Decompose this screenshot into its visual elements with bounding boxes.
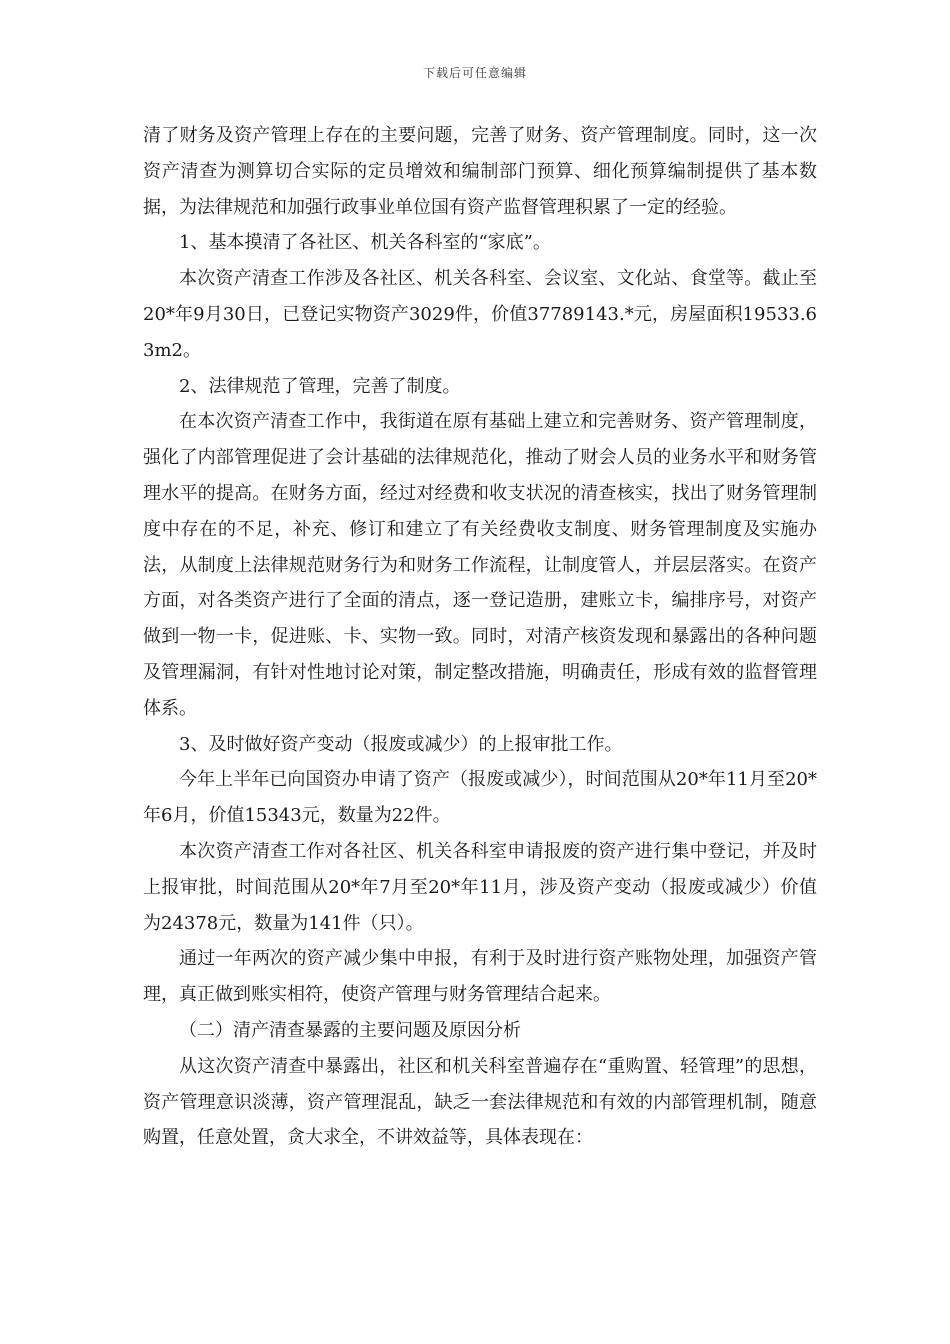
paragraph-item-3-summary: 通过一年两次的资产减少集中申报，有利于及时进行资产账物处理，加强资产管理，真正做到账实相符，使资产管理与财务管理结合起来。 <box>143 948 817 1006</box>
paragraph-item-1-body: 本次资产清查工作涉及各社区、机关各科室、会议室、文化站、食堂等。截止至20*年9月30日，已登记实物资产3029件，价值37789143.*元，房屋面积19533.63m2。 <box>143 268 817 361</box>
paragraph-item-2-body: 在本次资产清查工作中，我街道在原有基础上建立和完善财务、资产管理制度，强化了内部管理促进了会计基础的法律规范化，推动了财会人员的业务水平和财务管理水平的提高。在财务方面，经过对经费和收支状况的清查核实，找出了财务管理制度中存在的不足，补充、修订和建立了有关经费收支制度、财务管理制度及实施办法，从制度上法律规范财务行为和财务工作流程，让制度管人，并层层落实。在资产方面，对各类资产进行了全面的清点，逐一登记造册，建账立卡，编排序号，对资产做到一物一卡，促进账、卡、实物一致。同时，对清产核资发现和暴露出的各种问题及管理漏洞，有针对性地讨论对策，制定整改措施，明确责任，形成有效的监督管理体系。 <box>143 411 817 719</box>
section-heading-2: （二）清产清查暴露的主要问题及原因分析 <box>179 1019 521 1041</box>
document-body <box>143 118 817 1156</box>
paragraph-item-3-first-half: 今年上半年已向国资办申请了资产（报废或减少），时间范围从20*年11月至20*年6月，价值15343元，数量为22件。 <box>143 769 817 827</box>
heading-item-2: 2、法律规范了管理，完善了制度。 <box>179 375 461 397</box>
paragraph-item-3-current: 本次资产清查工作对各社区、机关各科室申请报废的资产进行集中登记，并及时上报审批，时间范围从20*年7月至20*年11月，涉及资产变动（报废或减少）价值为24378元，数量为141件（只）。 <box>143 840 817 934</box>
paragraph-intro: 清了财务及资产管理上存在的主要问题，完善了财务、资产管理制度。同时，这一次资产清查为测算切合实际的定员增效和编制部门预算、细化预算编制提供了基本数据，为法律规范和加强行政事业单位国有资产监督管理积累了一定的经验。 <box>143 125 817 218</box>
heading-item-1: 1、基本摸清了各社区、机关各科室的“家底”。 <box>179 232 551 254</box>
page-header: 下载后可任意编辑 <box>422 66 527 80</box>
heading-item-3: 3、及时做好资产变动（报废或减少）的上报审批工作。 <box>179 733 623 755</box>
paragraph-problems-intro: 从这次资产清查中暴露出，社区和机关科室普遍存在“重购置、轻管理”的思想，资产管理意识淡薄，资产管理混乱，缺乏一套法律规范和有效的内部管理机制，随意购置，任意处置，贪大求全，不讲效益等，具体表现在： <box>143 1055 817 1149</box>
